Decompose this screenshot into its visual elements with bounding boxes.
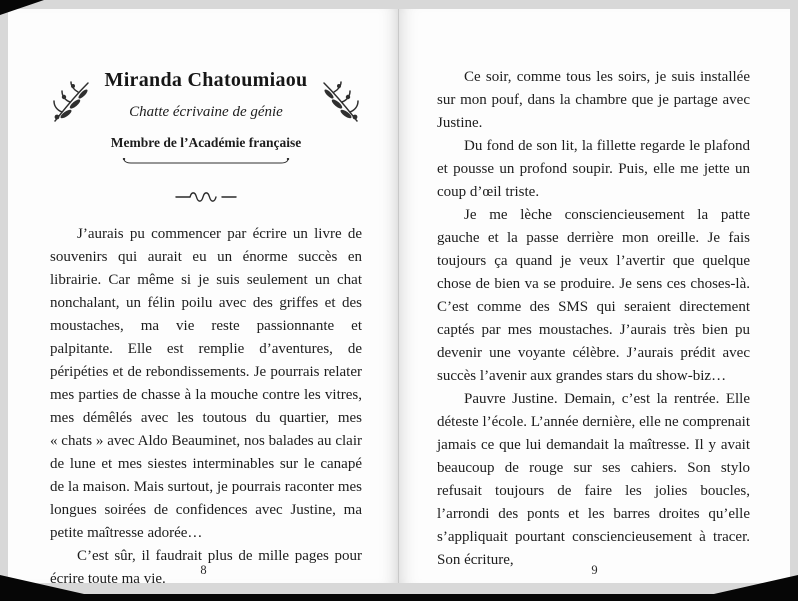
paragraph: Du fond de son lit, la fillette regarde le plafond et pousse un profond soupir. Puis, elle me jette un coup d’œil triste. xyxy=(437,138,750,200)
paragraph: Pauvre Justine. Demain, c’est la rentrée. Elle déteste l’école. L’année dernière, elle ne comprenait jamais ce que lui demandait la maîtresse. Il y avait beaucoup de rouge sur ses cahiers. Son stylo refusait toujours de faire les jolies boucles, l’arrondi des ponts et les barres droites qu’elle s’appliquait pourtant consciencieusement à tracer. Son écriture, xyxy=(437,391,750,568)
chapter-affiliation: Membre de l’Académie française xyxy=(110,135,302,150)
page-spread xyxy=(8,9,790,587)
page-right xyxy=(399,9,790,583)
paragraph: J’aurais pu commencer par écrire un livre de souvenirs qui aurait eu un énorme succès en librairie. Car même si je suis seulement un chat nonchalant, un félin poilu avec des griffes et des moustaches, ma vie reste passionnante et palpitante. Elle est remplie d’aventures, de péripéties et de rebondissements. Je pourrais relater mes parties de chasse à la mouche contre les vitres, mes démêlés avec les toutous du quartier, mes « chats » avec Aldo Beauminet, nos balades au clair de lune et mes siestes interminables sur le canapé de la maison. Mais surtout, je pourrais raconter mes longues soirées de confidences avec Justine, ma petite maîtresse adorée… xyxy=(50,226,362,541)
chapter-header-center xyxy=(94,69,318,173)
scan-edge-bottom xyxy=(0,594,798,601)
page-number-left: 8 xyxy=(200,563,207,577)
scan-edge-corner-top-left xyxy=(0,0,44,15)
rope-squiggle-divider-icon xyxy=(50,189,362,210)
paragraph: Je me lèche consciencieusement la patte gauche et la passe derrière mon oreille. Je fais toujours ça quand je veux l’avertir que quelque chose de bien va se produire. Je sens ces choses-là. C’est comme des SMS qui seraient directement captés par mes moustaches. J’aurais très bien pu devenir une voyante célèbre. J’aurais prédit avec succès l’avenir aux grandes stars du show-biz… xyxy=(437,207,750,384)
page-left xyxy=(8,9,399,587)
page-number-right: 9 xyxy=(591,563,598,577)
paragraph: C’est sûr, il faudrait plus de mille pages pour écrire toute ma vie. xyxy=(50,548,362,587)
olive-branch-right-icon xyxy=(318,77,362,130)
swash-underline-icon xyxy=(121,155,291,173)
chapter-title: Miranda Chatoumiaou xyxy=(104,69,308,91)
chapter-subtitle: Chatte écrivaine de génie xyxy=(129,104,283,120)
paragraph: Ce soir, comme tous les soirs, je suis installée sur mon pouf, dans la chambre que je partage avec Justine. xyxy=(437,69,750,131)
chapter-header xyxy=(50,69,362,173)
olive-branch-left-icon xyxy=(50,77,94,130)
page-gutter xyxy=(398,9,399,583)
